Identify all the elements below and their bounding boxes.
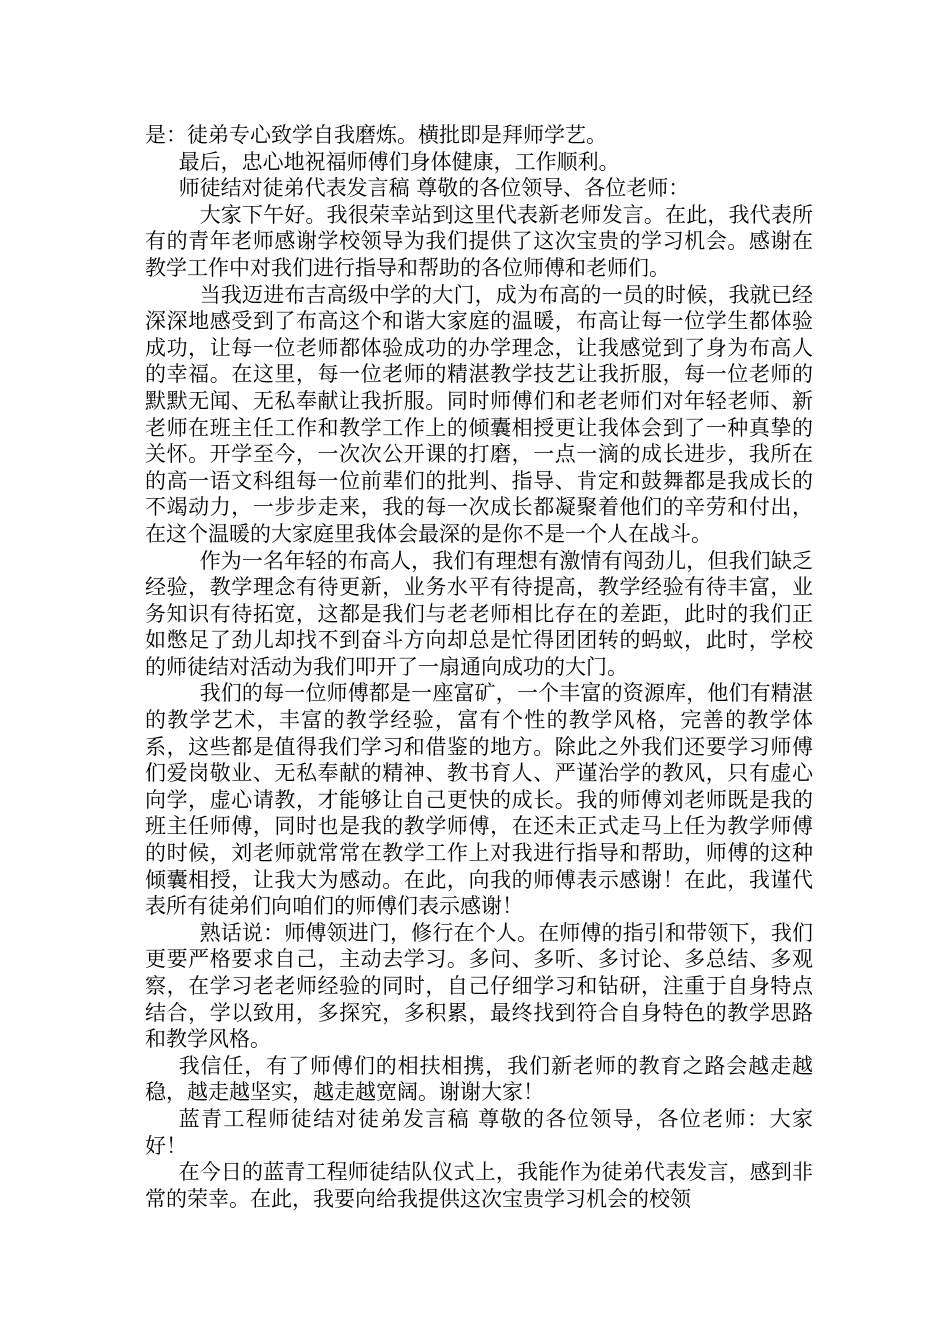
paragraph: 作为一名年轻的布高人，我们有理想有激情有闯劲儿，但我们缺乏经验，教学理念有待更新，业务水平有待提高，教学经验有待丰富，业务知识有待拓宽，这都是我们与老老师相比存在的差距，此时的我们正如憋足了劲儿却找不到奋斗方向却总是忙得团团转的蚂蚁，此时，学校的师徒结对活动为我们叩开了一扇通向成功的大门。 [145,548,813,679]
paragraph: 最后，忠心地祝福师傅们身体健康，工作顺利。 [178,149,620,174]
paragraph: 在今日的蓝青工程师徒结队仪式上，我能作为徒弟代表发言，感到非常的荣幸。在此，我要向给我提供这次宝贵学习机会的校领 [145,1160,813,1211]
document-body [145,122,813,1212]
paragraph: 熟话说：师傅领进门，修行在个人。在师傅的指引和带领下，我们更要严格要求自己，主动去学习。多问、多听、多讨论、多总结、多观察，在学习老老师经验的同时，自己仔细学习和钻研，注重于自身特点结合，学以致用，多探究，多积累，最终找到符合自身特色的教学思路和教学风格。 [145,920,813,1052]
section-heading: 师徒结对徒弟代表发言稿 尊敬的各位领导、各位老师： [178,176,690,201]
paragraph: 我信任，有了师傅们的相扶相携，我们新老师的教育之路会越走越稳，越走越坚实，越走越宽阔。谢谢大家！ [145,1053,813,1105]
paragraph: 当我迈进布吉高级中学的大门，成为布高的一员的时候，我就已经深深地感受到了布高这个和谐大家庭的温暖，布高让每一位学生都体验成功，让每一位老师都体验成功的办学理念，让我感觉到了身为布高人的幸福。在这里，每一位老师的精湛教学技艺让我折服，每一位老师的默默无闻、无私奉献让我折服。同时师傅们和老老师们对年轻老师、新老师在班主任工作和教学工作上的倾囊相授更让我体会到了一种真挚的关怀。开学至今，一次次公开课的打磨，一点一滴的成长进步，我所在的高一语文科组每一位前辈们的批判、指导、肯定和鼓舞都是我成长的不竭动力，一步步走来，我的每一次成长都凝聚着他们的辛劳和付出，在这个温暖的大家庭里我体会最深的是你不是一个人在战斗。 [145,282,813,546]
paragraph: 是：徒弟专心致学自我磨炼。横批即是拜师学艺。 [145,123,607,147]
paragraph: 大家下午好。我很荣幸站到这里代表新老师发言。在此，我代表所有的青年老师感谢学校领导为我们提供了这次宝贵的学习机会。感谢在教学工作中对我们进行指导和帮助的各位师傅和老师们。 [145,202,813,280]
section-heading: 蓝青工程师徒结对徒弟发言稿 尊敬的各位领导，各位老师：大家好！ [145,1106,813,1158]
paragraph: 我们的每一位师傅都是一座富矿，一个丰富的资源库，他们有精湛的教学艺术，丰富的教学经验，富有个性的教学风格，完善的教学体系，这些都是值得我们学习和借鉴的地方。除此之外我们还要学习师傅们爱岗敬业、无私奉献的精神、教书育人、严谨治学的教风，只有虚心向学，虚心请教，才能够让自己更快的成长。我的师傅刘老师既是我的班主任师傅，同时也是我的教学师傅，在还未正式走马上任为教学师傅的时候，刘老师就常常在教学工作上对我进行指导和帮助，师傅的这种倾囊相授，让我大为感动。在此，向我的师傅表示感谢！在此，我谨代表所有徒弟们向咱们的师傅们表示感谢！ [145,681,813,919]
